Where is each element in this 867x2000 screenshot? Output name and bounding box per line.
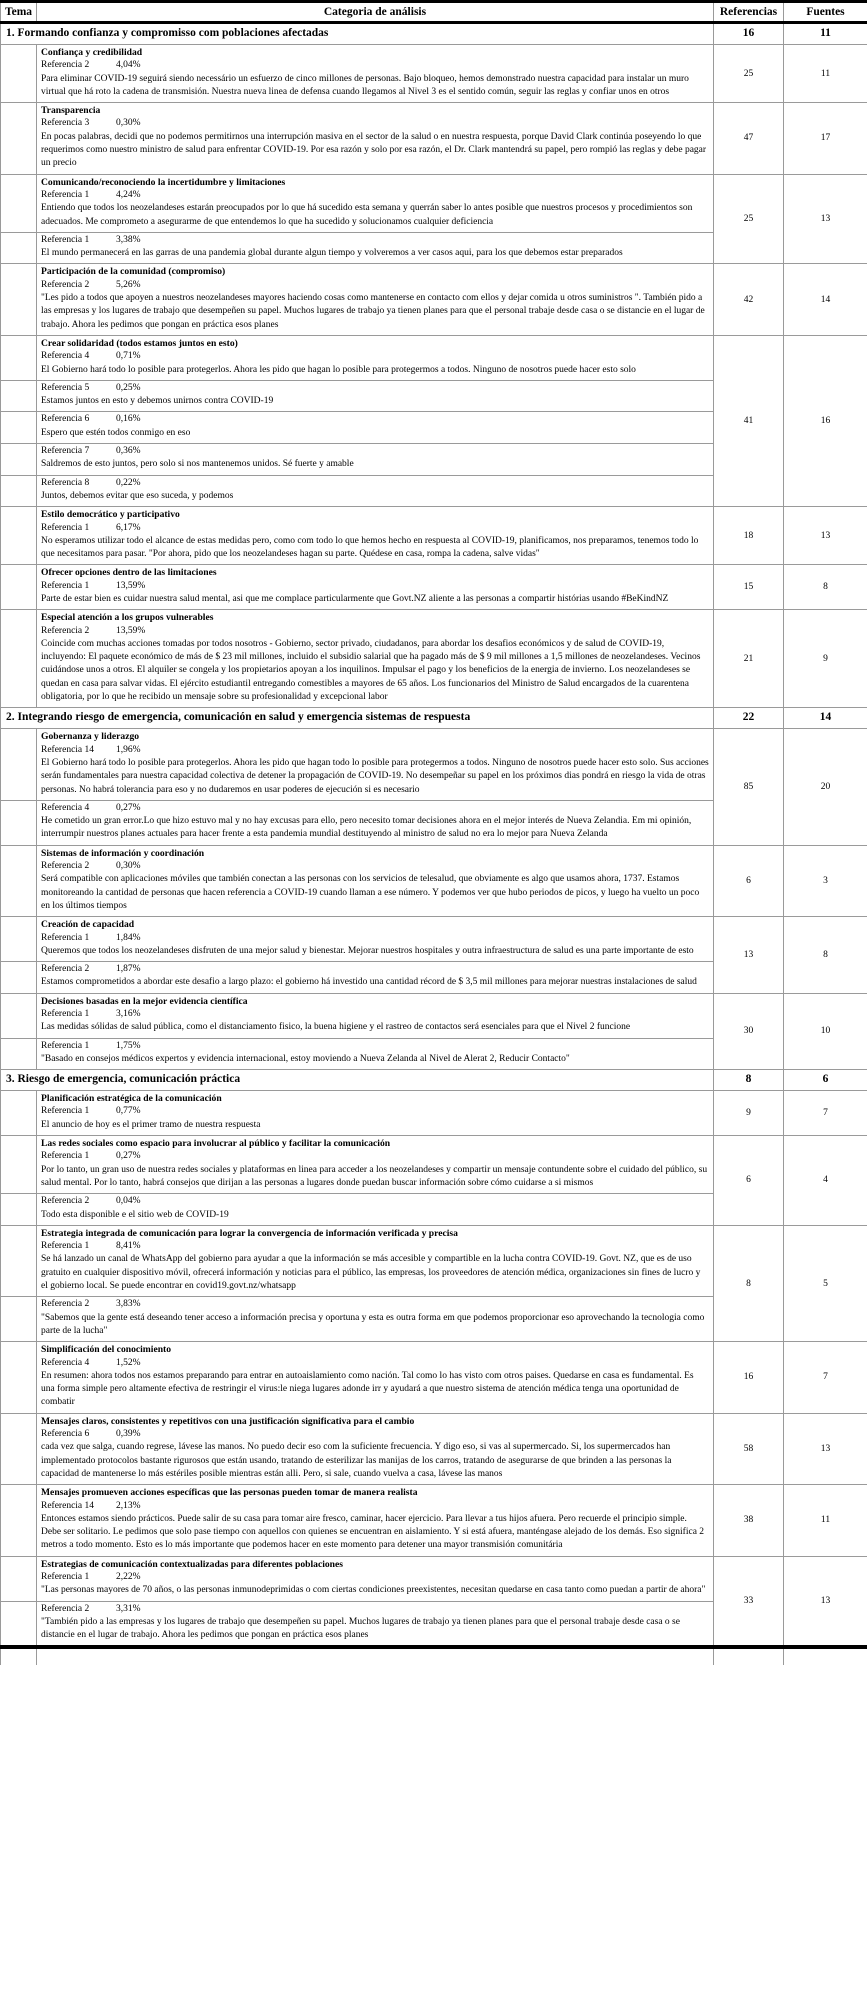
category-title: Crear solidaridad (todos estamos juntos en esto) [41,337,238,349]
category-cell [37,993,714,1038]
category-fuentes-count: 17 [784,103,867,174]
theme-fuentes-count: 6 [784,1070,867,1091]
reference-percent: 0,30% [116,861,141,872]
reference-line [41,1357,709,1370]
category-referencias-count: 25 [714,45,784,103]
category-reference-row [1,507,867,565]
reference-percent: 0,39% [116,1429,141,1440]
category-referencias-count: 38 [714,1485,784,1556]
reference-line [41,802,709,815]
category-title: Ofrecer opciones dentro de las limitaciones [41,567,217,579]
reference-percent: 4,24% [116,189,141,200]
reference-percent: 1,52% [116,1357,141,1368]
reference-percent: 4,04% [116,60,141,71]
reference-line [41,932,709,945]
category-reference-row [1,845,867,916]
category-cell [37,1297,714,1342]
reference-label: Referencia 4 [41,802,90,813]
reference-label: Referencia 1 [41,522,90,533]
category-fuentes-count: 11 [784,45,867,103]
reference-label: Referencia 1 [41,1106,90,1117]
reference-percent: 0,30% [116,118,141,129]
reference-label: Referencia 4 [41,351,90,362]
tema-cell-empty [1,1194,37,1226]
reference-percent: 5,26% [116,279,141,290]
tema-cell-empty [1,103,37,174]
reference-line [41,1105,709,1118]
category-reference-row [1,1342,867,1413]
category-cell [37,507,714,565]
category-fuentes-count: 7 [784,1342,867,1413]
category-cell [37,232,714,264]
reference-percent: 0,71% [116,351,141,362]
category-title: Confiança y credibilidad [41,47,143,58]
column-header-categoria: Categoria de análisis [37,2,714,23]
reference-label: Referencia 2 [41,861,90,872]
column-header-fuentes: Fuentes [784,2,867,23]
category-referencias-count: 33 [714,1556,784,1647]
category-referencias-count: 85 [714,729,784,845]
column-header-tema: Tema [1,2,37,23]
category-cell [37,1342,714,1413]
tema-cell-empty [1,800,37,845]
category-title: Decisiones basadas en la mejor evidencia científica [41,995,248,1007]
reference-label: Referencia 1 [41,580,90,591]
reference-percent: 0,25% [116,382,141,393]
tema-cell-empty [1,1342,37,1413]
category-referencias-count: 41 [714,335,784,506]
theme-row [1,23,867,45]
category-cell [37,45,714,103]
reference-percent: 2,22% [116,1571,141,1582]
category-referencias-count: 13 [714,917,784,993]
reference-line [41,445,709,458]
table-header-row [1,2,867,23]
reference-line [41,117,709,130]
reference-percent: 0,27% [116,1151,141,1162]
category-title: Comunicando/reconociendo la incertidumbre y limitaciones [41,176,286,188]
category-title: Participación de la comunidad (compromiso) [41,266,226,278]
reference-quote: Juntos, debemos evitar que eso suceda, y podemos [41,490,234,501]
category-referencias-count: 6 [714,1136,784,1226]
category-cell [37,1038,714,1070]
reference-line [41,1240,709,1253]
reference-quote: Entiendo que todos los neozelandeses estarán preocupados por lo que há sucedido esta semana y querrán saber lo antes posible que nuestros procesos y procedimientos son adecuados. Me comprometo a asegurarme de que entendemos lo que ha sucedido y solucionamos cualquier deficiencia [41,203,693,227]
category-referencias-count [714,1647,784,1665]
reference-quote: En resumen: ahora todos nos estamos preparando para entrar en autoaislamiento como nación. Tal como lo has visto com otros paises. Quedarse en casa es fundamental. Es una forma simple pero altamente efectiva de restringir el virus:le niega lugares adonde irr y ayudará a que nuestro sistema de atención médica tenga una oportunidad de combatir [41,1370,694,1408]
reference-label: Referencia 1 [41,1040,90,1051]
category-referencias-count: 42 [714,264,784,335]
category-reference-row [1,565,867,610]
theme-title: 3. Riesgo de emergencia, comunicación práctica [1,1070,714,1091]
category-title: Estrategias de comunicación contextualizadas para diferentes poblaciones [41,1558,344,1570]
category-fuentes-count: 4 [784,1136,867,1226]
category-cell [37,917,714,962]
reference-percent: 6,17% [116,522,141,533]
category-cell [37,1413,714,1484]
category-title: Simplificación del conocimiento [41,1344,172,1356]
category-fuentes-count: 3 [784,845,867,916]
reference-line [41,860,709,873]
reference-line [41,963,709,976]
category-cell [37,1194,714,1226]
theme-referencias-count: 16 [714,23,784,45]
category-cell [37,1601,714,1647]
reference-percent: 0,04% [116,1196,141,1207]
reference-quote: Estamos comprometidos a abordar este desafio a largo plazo: el gobierno há investido una cantidad récord de $ 3,5 mil millones para mejorar nuestras instalaciones de salud [41,977,697,988]
theme-title: 1. Formando confianza y compromisso com poblaciones afectadas [1,23,714,45]
reference-line [41,1040,709,1053]
tema-cell-empty [1,1136,37,1194]
category-fuentes-count: 13 [784,174,867,264]
category-fuentes-count: 11 [784,1485,867,1556]
category-fuentes-count: 13 [784,507,867,565]
category-cell [37,412,714,444]
reference-percent: 1,75% [116,1040,141,1051]
category-fuentes-count: 16 [784,335,867,506]
category-reference-row [1,917,867,962]
reference-percent: 0,36% [116,446,141,457]
reference-percent: 13,59% [116,625,146,636]
reference-percent: 0,16% [116,414,141,425]
tema-cell-empty [1,845,37,916]
tema-cell-empty [1,1556,37,1601]
category-cell [37,729,714,800]
reference-line [41,1428,709,1441]
category-title: Especial atención a los grupos vulnerables [41,612,214,624]
reference-line [41,522,709,535]
tema-cell-empty [1,565,37,610]
category-referencias-count: 15 [714,565,784,610]
tema-cell-empty [1,412,37,444]
category-cell [37,800,714,845]
reference-line [41,477,709,490]
category-reference-row [1,1556,867,1601]
category-reference-row [1,264,867,335]
reference-label: Referencia 2 [41,279,90,290]
reference-quote: Estamos juntos en esto y debemos unirnos contra COVID-19 [41,396,274,407]
theme-fuentes-count: 11 [784,23,867,45]
reference-line [41,1150,709,1163]
category-title: Estilo democrático y participativo [41,509,180,521]
category-fuentes-count: 10 [784,993,867,1069]
reference-quote: Espero que estén todos conmigo en eso [41,427,191,438]
reference-quote: Se há lanzado un canal de WhatsApp del gobierno para ayudar a que la información se más accesible y compartible en la lucha contra COVID-19. Govt. NZ, que es de uso gratuito en cualquier dispositivo móvil, ofrecerá información y noticias para el público, las empresas, los proveedores de atención médica, organizaciones sin fines de lucro y el gobierno local. Se puede encontrar en covid19.govt.nz/whatsapp [41,1254,701,1292]
reference-quote: El Gobierno hará todo lo posible para protegerlos. Ahora les pido que hagan todo lo posible para protegermos a todos. Ninguno de nosotros puede hacer esto solo. Sus acciones serán fundamentales para nuestra capacidad colectiva de detener la propagación de COVID-19. No desempeñar su papel en los próximos dias pondrá en riesgo la vida de otras personas. No habrá tolerancia para eso y no dudaremos en usar poderes de ejecución si es necesario [41,757,709,795]
reference-line [41,59,709,72]
reference-label: Referencia 1 [41,189,90,200]
analysis-table-body [1,23,867,1666]
tema-cell-empty [1,1297,37,1342]
tema-cell-empty [1,1413,37,1484]
category-fuentes-count: 8 [784,917,867,993]
category-cell [37,610,714,708]
category-referencias-count: 47 [714,103,784,174]
reference-line [41,1500,709,1513]
reference-line [41,382,709,395]
theme-referencias-count: 22 [714,708,784,729]
reference-label: Referencia 2 [41,1196,90,1207]
reference-quote: Coincide com muchas acciones tomadas por todos nosotros - Gobierno, sector privado, ciudadanos, para abordar los desafios económicos y de salud de COVID-19, incluyendo: El paquete económico de más de $ 23 mil millones, incluido el subsidio salarial que ha pagado más de $ 9 mil millones a 1,5 millones de neozelandeses. Vecinos cuidándose unos a otros. El alquiler se congela y los propietarios apoyan a los inquilinos. Impulsar el pago y los beneficios de la energia de invierno. Los neozelandeses se quedan en casa para salvar vidas. El ejército estudiantil entregando comestibles a mayores de 65 años. Los funcionarios del Ministro de Salud encargados de la cuarentena obligatoria, por lo que he recibido un mensaje sobre su profesionalidad y excepcional labor [41,638,701,703]
category-title: Sistemas de información y coordinación [41,847,205,859]
category-cell [37,1136,714,1194]
tema-cell-empty [1,335,37,380]
reference-percent: 8,41% [116,1241,141,1252]
theme-row [1,1070,867,1091]
reference-percent: 0,77% [116,1106,141,1117]
category-fuentes-count: 7 [784,1091,867,1136]
category-cell [37,962,714,994]
tema-cell-empty [1,1601,37,1647]
reference-quote: Parte de estar bien es cuidar nuestra salud mental, asi que me complace particularmente que Govt.NZ aliente a las personas a compartir histórias usando #BeKindNZ [41,593,669,604]
category-title: Estrategia integrada de comunicación para lograr la convergencia de información verificada y precisa [41,1227,458,1239]
reference-label: Referencia 7 [41,446,90,457]
category-reference-row [1,729,867,800]
category-reference-row [1,1091,867,1136]
tema-cell-empty [1,1038,37,1070]
reference-label: Referencia 2 [41,964,90,975]
reference-line [41,279,709,292]
reference-percent: 13,59% [116,580,146,591]
reference-label: Referencia 2 [41,1299,90,1310]
reference-label: Referencia 2 [41,1603,90,1614]
reference-percent: 0,27% [116,802,141,813]
reference-line [41,1571,709,1584]
reference-percent: 3,31% [116,1603,141,1614]
reference-quote: Para eliminar COVID-19 seguirá siendo necessário un esfuerzo de cinco millones de personas. Bajo bloqueo, hemos demonstrado nuestra capacidad para instalar un muro virtual que há roto la cadena de transmisión. Nuestra nueva linea de defensa cuando llegamos al Nivel 3 es el sentido común, seguir las reglas y confiar unos en otros [41,73,689,97]
reference-percent: 3,16% [116,1009,141,1019]
reference-line [41,1603,709,1616]
reference-line [41,1195,709,1208]
reference-line [41,413,709,426]
category-cell [37,444,714,476]
category-cell [37,475,714,507]
reference-line [41,189,709,202]
reference-percent: 3,38% [116,234,141,245]
reference-label: Referencia 4 [41,1357,90,1368]
reference-quote: Será compatible con aplicaciones móviles que también conectan a las personas con los servicios de telesalud, que obviamente es algo que usamos ahora, 1737. Estamos monitoreando la cantidad de personas que hacen referencia a COVID-19 cuando llaman a ese número. Y podemos ver que hubo periodos de picos, y luego ha vuelto un poco en los últimos tiempos [41,874,700,911]
reference-label: Referencia 5 [41,382,90,393]
reference-quote: He cometido un gran error.Lo que hizo estuvo mal y no hay excusas para ello, pero necesito tomar decisiones ahora en el mejor interés de Nueva Zelandia. Em mi opinión, interrumpir nuestros planes actuales para hacer frente a esta pandemia mundial destituyendo al ministro de salud no era lo mejor para Nueva Zelanda [41,816,692,840]
reference-quote: cada vez que salga, cuando regrese, lávese las manos. No puedo decir eso com la suficiente frecuencia. Y digo eso, si vas al supermercado. Si, los supermercados han implementado protocolos bastante rigurosos que están usando, tratando de esterilizar las manijas de los carros, tratando de asegurarse de que brinden a las personas la capacidad de mantenerse lo más estériles posible mientras están alli. Pero, si sale, cuando vuelva a casa, lávese las manos [41,1442,672,1479]
reference-label: Referencia 1 [41,1241,90,1252]
category-title: Creación de capacidad [41,919,135,931]
category-cell [37,845,714,916]
category-referencias-count: 16 [714,1342,784,1413]
category-fuentes-count [784,1647,867,1665]
reference-quote: Por lo tanto, un gran uso de nuestra redes sociales y plataformas en linea para acceder a los neozelandeses y compartir un mensaje contundente sobre el cuidado del público, su salud mental. Por lo tanto, habrá consejos que dirijan a las personas a lugares donde puedan buscar información sobre cómo cuidarse a si mismos [41,1164,708,1188]
category-cell [37,565,714,610]
reference-label: Referencia 8 [41,477,90,488]
category-referencias-count: 30 [714,993,784,1069]
category-reference-row [1,103,867,174]
category-fuentes-count: 13 [784,1413,867,1484]
reference-label: Referencia 6 [41,414,90,425]
category-cell [37,335,714,380]
reference-percent: 1,96% [116,744,141,755]
category-cell [37,1647,714,1665]
category-title: Las redes sociales como espacio para involucrar al público y facilitar la comunicación [41,1138,391,1150]
tema-cell-empty [1,1091,37,1136]
category-title: Mensajes claros, consistentes y repetitivos con una justificación significativa para el cambio [41,1415,415,1427]
tema-cell-empty [1,1225,37,1296]
partial-clipped-row [1,1647,867,1665]
reference-label: Referencia 1 [41,1571,90,1582]
category-reference-row [1,335,867,380]
reference-label: Referencia 1 [41,234,90,245]
reference-quote: El Gobierno hará todo lo posible para protegerlos. Ahora les pido que hagan lo posible para protegermos a todos. Ninguno de nosotros puede hacer esto solo [41,364,636,375]
reference-label: Referencia 14 [41,1500,95,1511]
reference-quote: "Sabemos que la gente está deseando tener acceso a información precisa y oportuna y esta es outra forma em que podemos proporcionar eso aprovechando la tecnologia como parte de la lucha" [41,1312,705,1336]
reference-line [41,744,709,757]
tema-cell-empty [1,45,37,103]
reference-quote: Queremos que todos los neozelandeses disfruten de una mejor salud y bienestar. Mejorar nuestros hospitales y outra infraestructura de salud es una parte importante de esto [41,945,694,956]
category-title: Gobernanza y liderazgo [41,731,140,743]
reference-label: Referencia 1 [41,1009,90,1019]
reference-label: Referencia 14 [41,744,95,755]
reference-quote: "Las personas mayores de 70 años, o las personas inmunodeprimidas o com ciertas condiciones preexistentes, necesitan quedarse en casa tanto como puedan a partir de ahora" [41,1585,706,1596]
reference-quote: "Les pido a todos que apoyen a nuestros neozelandeses mayores haciendo cosas como mantenerse en contacto com ellos y dejar comida u otros suministros ". También pido a las empresas y los lugares de trabajo que desempeñen su papel. Muchos lugares de trabajo ya tienen planes para que el personal trabaje desde casa o se distancie en el lugar de trabajo. Ahora les pedimos que pongan en práctica esos planes [41,293,705,330]
reference-percent: 3,83% [116,1299,141,1310]
reference-line [41,234,709,247]
reference-quote: El anuncio de hoy es el primer tramo de nuestra respuesta [41,1119,261,1130]
category-cell [37,380,714,412]
reference-percent: 0,22% [116,477,141,488]
reference-line [41,350,709,363]
category-fuentes-count: 14 [784,264,867,335]
category-title: Mensajes promueven acciones específicas que las personas pueden tomar de manera realista [41,1487,418,1499]
tema-cell-empty [1,962,37,994]
tema-cell-empty [1,1485,37,1556]
category-reference-row [1,610,867,708]
category-fuentes-count: 8 [784,565,867,610]
category-referencias-count: 8 [714,1225,784,1341]
tema-cell-empty [1,475,37,507]
category-cell [37,103,714,174]
category-reference-row [1,1413,867,1484]
tema-cell-empty [1,264,37,335]
reference-label: Referencia 2 [41,625,90,636]
category-referencias-count: 25 [714,174,784,264]
reference-quote: El mundo permanecerá en las garras de una pandemia global durante algun tiempo y volveremos a ver casos aqui, para los que debemos estar preparados [41,248,623,259]
column-header-referencias: Referencias [714,2,784,23]
tema-cell-empty [1,232,37,264]
category-reference-row [1,993,867,1038]
category-title: Transparencia [41,105,101,117]
category-cell [37,1225,714,1296]
category-fuentes-count: 9 [784,610,867,708]
category-fuentes-count: 20 [784,729,867,845]
category-reference-row [1,1136,867,1194]
reference-percent: 1,84% [116,932,141,943]
reference-quote: Saldremos de esto juntos, pero solo si nos mantenemos unidos. Sé fuerte y amable [41,459,354,470]
reference-quote: Todo esta disponible e el sitio web de COVID-19 [41,1209,229,1220]
category-referencias-count: 58 [714,1413,784,1484]
reference-line [41,1298,709,1311]
reference-line [41,625,709,638]
reference-label: Referencia 1 [41,1151,90,1162]
tema-cell-empty [1,444,37,476]
theme-referencias-count: 8 [714,1070,784,1091]
tema-cell-empty [1,174,37,232]
tema-cell-empty [1,610,37,708]
category-referencias-count: 6 [714,845,784,916]
category-cell [37,264,714,335]
reference-percent: 2,13% [116,1500,141,1511]
category-referencias-count: 18 [714,507,784,565]
reference-label: Referencia 3 [41,118,90,129]
category-cell [37,1485,714,1556]
category-reference-row [1,1225,867,1296]
reference-label: Referencia 1 [41,932,90,943]
category-title: Planificación estratégica de la comunicación [41,1093,222,1105]
tema-cell-empty [1,380,37,412]
category-reference-row [1,174,867,232]
tema-cell-empty [1,729,37,800]
category-cell [37,1556,714,1601]
tema-cell-empty [1,507,37,565]
theme-row [1,708,867,729]
reference-quote: En pocas palabras, decidi que no podemos permitirnos una interrupción masiva en el sector de la salud o en nuestra respuesta, porque David Clark continúa poseyendo lo que requerimos como nuestro ministro de salud para enfrentar COVID-19. Por esa razón y solo por esa razón, el Dr. Clark mantendrá su papel, pero rompió las reglas y debe pagar un precio [41,131,707,169]
reference-percent: 1,87% [116,964,141,975]
category-cell [37,1091,714,1136]
tema-cell-empty [1,917,37,962]
reference-line [41,580,709,593]
category-cell [37,174,714,232]
reference-quote: Las medidas sólidas de salud pública, como el distanciamento fisico, la buena higiene y el rastreo de contactos será esenciales para que el Nivel 2 funcione [41,1022,631,1033]
category-referencias-count: 9 [714,1091,784,1136]
reference-quote: No esperamos utilizar todo el alcance de estas medidas pero, como com todo lo que hemos hecho en respuesta al COVID-19, planificamos, nos preparamos, tenemos todo lo que necesitamos para pasar. "Por ahora, pido que los neozelandeses hagan su parte. Quédese en casa, rompa la cadena, salve vidas" [41,535,699,560]
tema-cell-empty [1,993,37,1038]
reference-quote: "Basado en consejos médicos expertos y evidencia internacional, estoy moviendo a Nueva Zelanda al Nivel de Alerat 2, Reducir Contacto" [41,1053,570,1064]
category-reference-row [1,45,867,103]
tema-cell-empty [1,1647,37,1665]
category-referencias-count: 21 [714,610,784,708]
reference-quote: Entonces estamos siendo prácticos. Puede salir de su casa para tomar aire fresco, caminar, hacer ejercicio. Para llevar a tus hijos afuera. Pero recuerde el principio simple. Debe ser solitario. Le pedimos que solo pase tiempo con aquellos con quienes se encuentran en aislamiento. Y si está afuera, manténgase alejado de los demás. Eso significa 2 metros a todo momento. Esto es lo más importante que podemos hacer en este momento para detener una mayor transmisión comunitária [41,1513,705,1551]
category-reference-row [1,1485,867,1556]
reference-label: Referencia 6 [41,1429,90,1440]
reference-line [41,1008,709,1021]
reference-label: Referencia 2 [41,60,90,71]
category-fuentes-count: 5 [784,1225,867,1341]
reference-quote: "También pido a las empresas y los lugares de trabajo que desempeñen su papel. Muchos lugares de trabajo ya tienen planes para que el personal trabaje desde casa o se distancie en el lugar de trabajo. Ahora les pedimos que pongan en práctica esos planes [41,1616,680,1641]
category-fuentes-count: 13 [784,1556,867,1647]
theme-title: 2. Integrando riesgo de emergencia, comunicación en salud y emergencia sistemas de respuesta [1,708,714,729]
theme-fuentes-count: 14 [784,708,867,729]
